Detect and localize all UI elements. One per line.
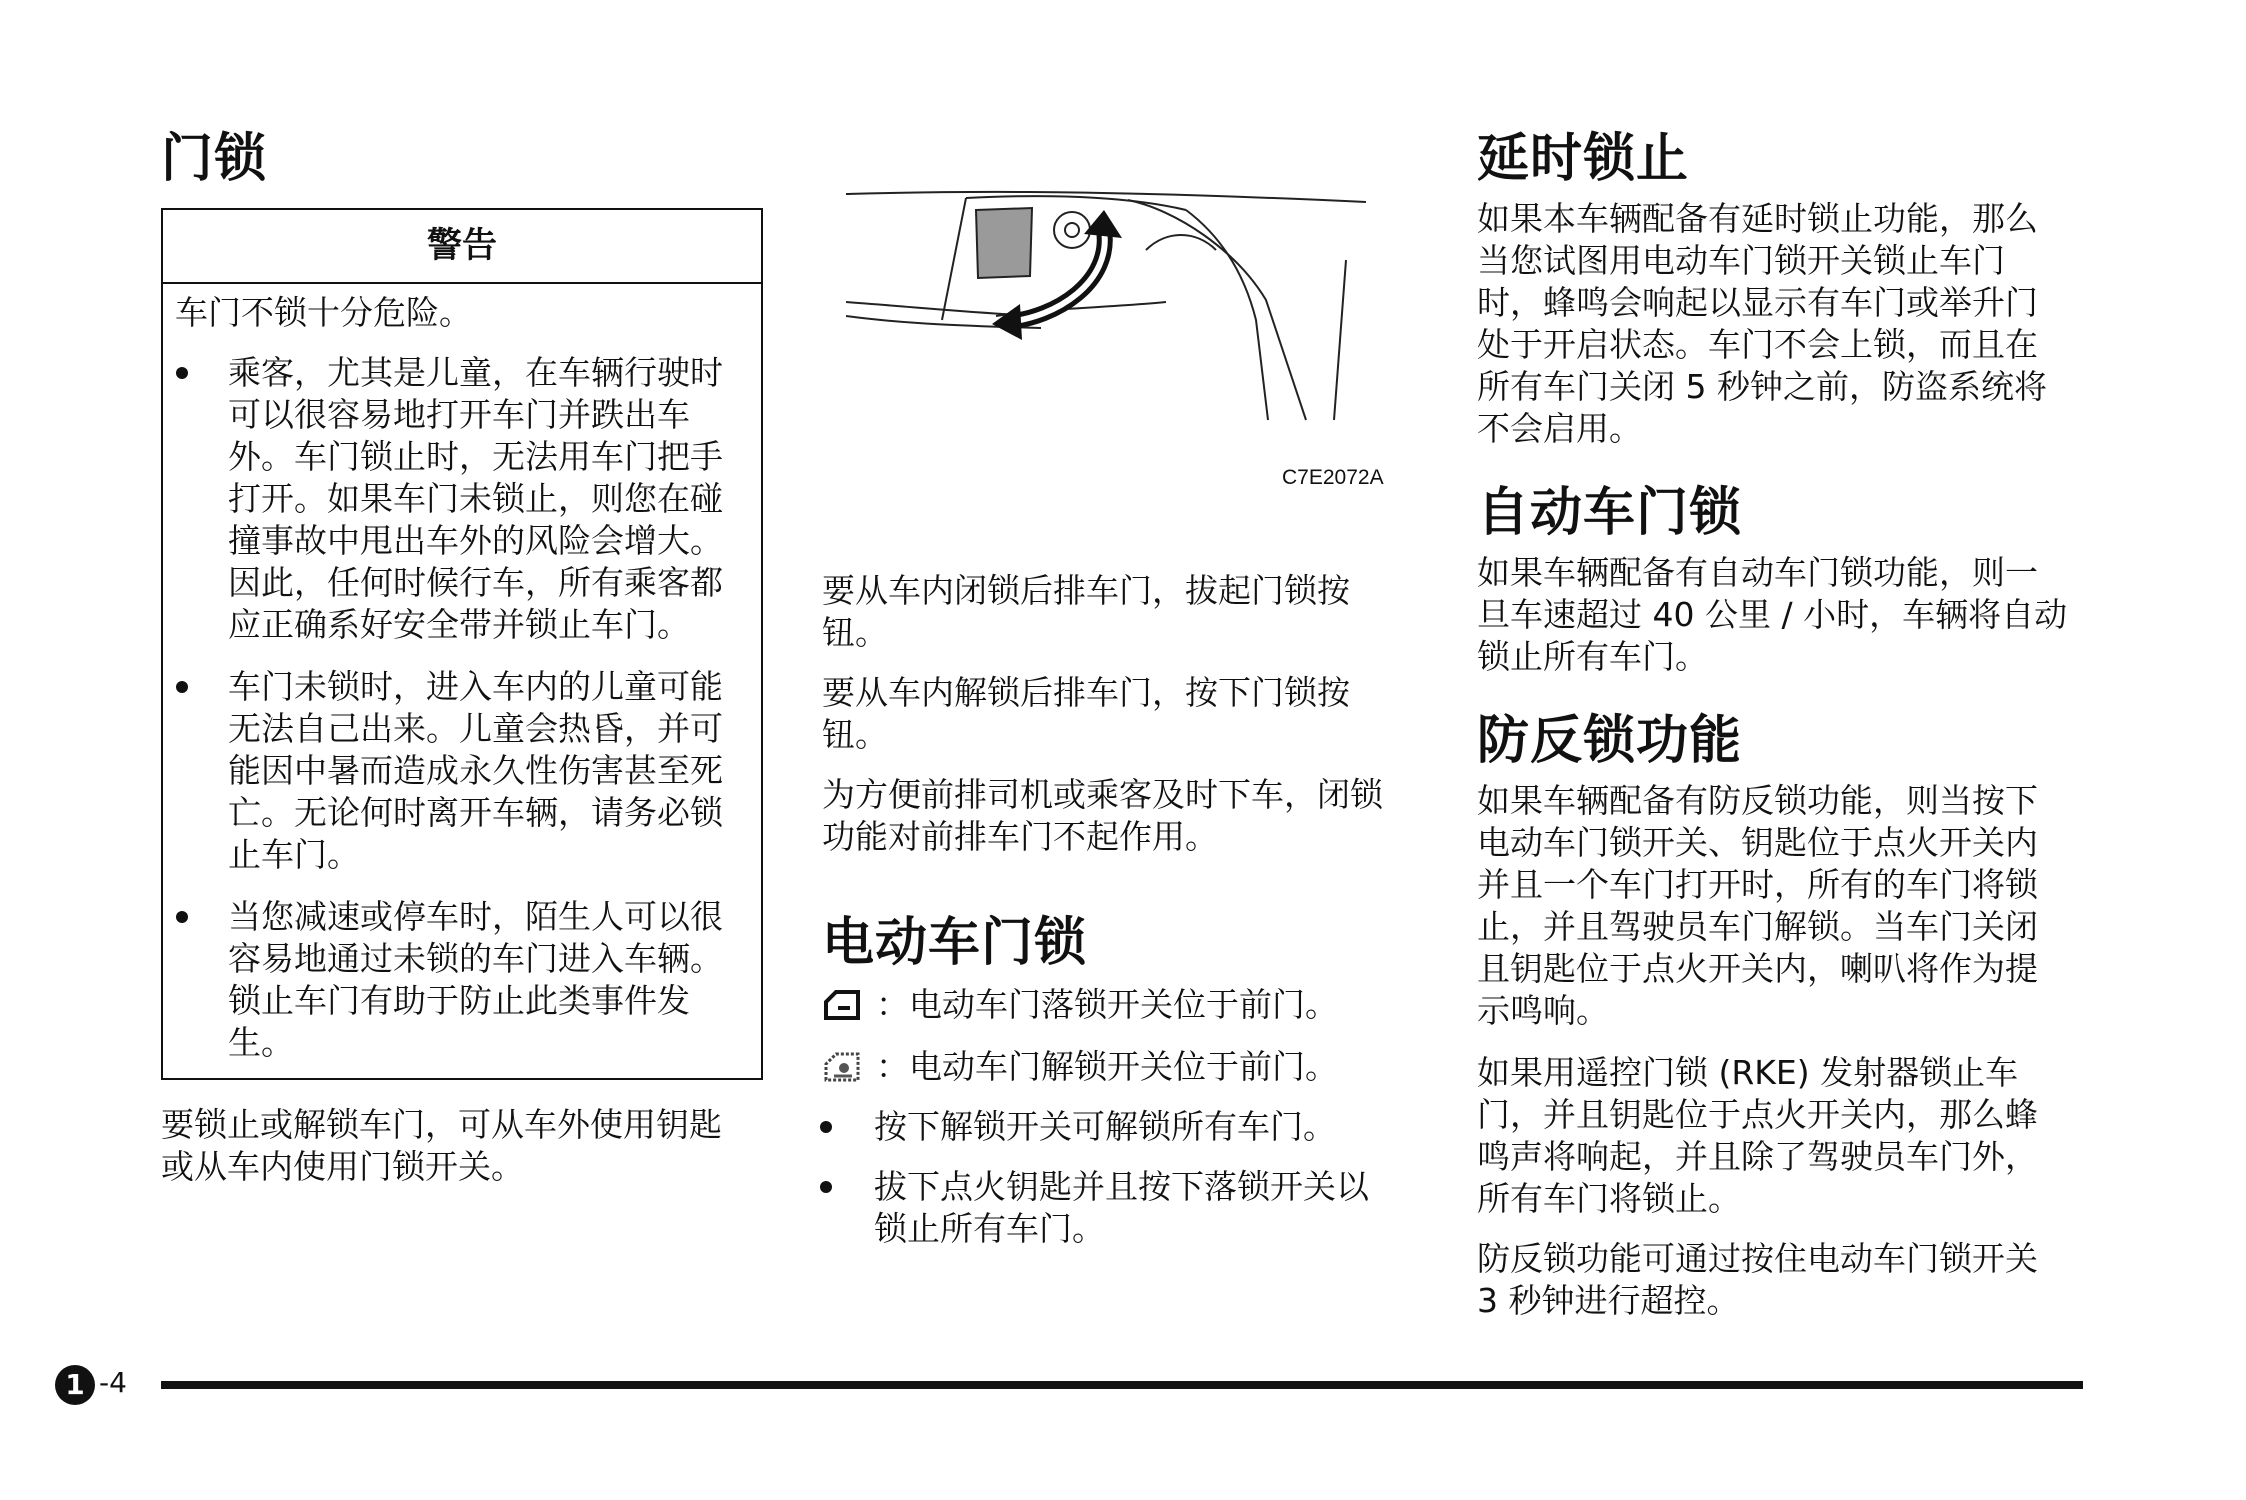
door-lock-intro: 要锁止或解锁车门，可从车外使用钥匙 或从车内使用门锁开关。 [161,1105,722,1186]
lockout-protection-text-3: 防反锁功能可通过按住电动车门锁开关 3 秒钟进行超控。 [1477,1239,2038,1320]
section-title-lockout-protection: 防反锁功能 [1477,711,1743,771]
section-title-door-locks: 门锁 [161,129,268,189]
section-title-delayed-locking: 延时锁止 [1477,129,1690,189]
chapter-badge: 1 [55,1365,95,1405]
power-lock-bullet-2: 拔下点火钥匙并且按下落锁开关以 锁止所有车门。 [874,1167,1369,1248]
page-number-suffix: -4 [99,1366,127,1399]
lock-switch-icon [822,988,862,1024]
bullet-dot [176,681,188,693]
front-door-note: 为方便前排司机或乘客及时下车，闭锁 功能对前排车门不起作用。 [822,775,1383,856]
warning-bullet-3: 当您减速或停车时，陌生人可以很 容易地通过未锁的车门进入车辆。 锁止车门有助于防止此类事件发 生。 [228,897,723,1062]
power-lock-bullet-1: 按下解锁开关可解锁所有车门。 [874,1107,1336,1146]
unlock-switch-line: ：电动车门解锁开关位于前门。 [876,1047,1338,1086]
section-title-automatic-door-locks: 自动车门锁 [1477,483,1743,543]
lockout-protection-text-1: 如果车辆配备有防反锁功能，则当按下 电动车门锁开关、钥匙位于点火开关内 并且一个车门打开时，所有的车门将锁 止，并且驾驶员车门解锁。当车门关闭 且钥匙位于点火开关内，喇叭将作为提 示鸣响。 [1477,781,2038,1030]
warning-bullet-1: 乘客，尤其是儿童，在车辆行驶时 可以很容易地打开车门并跌出车 外。车门锁止时，无法用车门把手 打开。如果车门未锁止，则您在碰 撞事故中甩出车外的风险会增大。 因此，任何时候行车，所有乘客都 应正确系好安全带并锁止车门。 [228,353,723,644]
warning-heading: 警告 [163,210,761,284]
bullet-dot [820,1181,832,1193]
bullet-dot [820,1121,832,1133]
footer-rule [161,1381,2083,1389]
bullet-dot [176,367,188,379]
unlock-switch-icon [822,1050,862,1086]
automatic-door-locks-text: 如果车辆配备有自动车门锁功能，则一 旦车速超过 40 公里 / 小时，车辆将自动 锁止所有车门。 [1477,553,2068,676]
warning-bullet-2: 车门未锁时，进入车内的儿童可能 无法自己出来。儿童会热昏，并可 能因中暑而造成永久性伤害甚至死 亡。无论何时离开车辆，请务必锁 止车门。 [228,667,723,874]
section-title-power-door-locks: 电动车门锁 [822,913,1088,973]
warning-intro: 车门不锁十分危险。 [175,293,472,332]
door-lock-illustration [846,190,1376,450]
rear-unlock-text: 要从车内解锁后排车门，按下门锁按 钮。 [822,673,1350,754]
rear-lock-text: 要从车内闭锁后排车门，拔起门锁按 钮。 [822,571,1350,652]
delayed-locking-text: 如果本车辆配备有延时锁止功能，那么 当您试图用电动车门锁开关锁止车门 时，蜂鸣会响起以显示有车门或举升门 处于开启状态。车门不会上锁，而且在 所有车门关闭 5 秒钟之前，防盗系统将 不会启用。 [1477,199,2047,448]
lockout-protection-text-2: 如果用遥控门锁 (RKE) 发射器锁止车 门，并且钥匙位于点火开关内，那么蜂 鸣声将响起，并且除了驾驶员车门外， 所有车门将锁止。 [1477,1053,2038,1218]
bullet-dot [176,911,188,923]
figure-code: C7E2072A [1282,466,1384,489]
lock-switch-line: ：电动车门落锁开关位于前门。 [876,985,1338,1024]
